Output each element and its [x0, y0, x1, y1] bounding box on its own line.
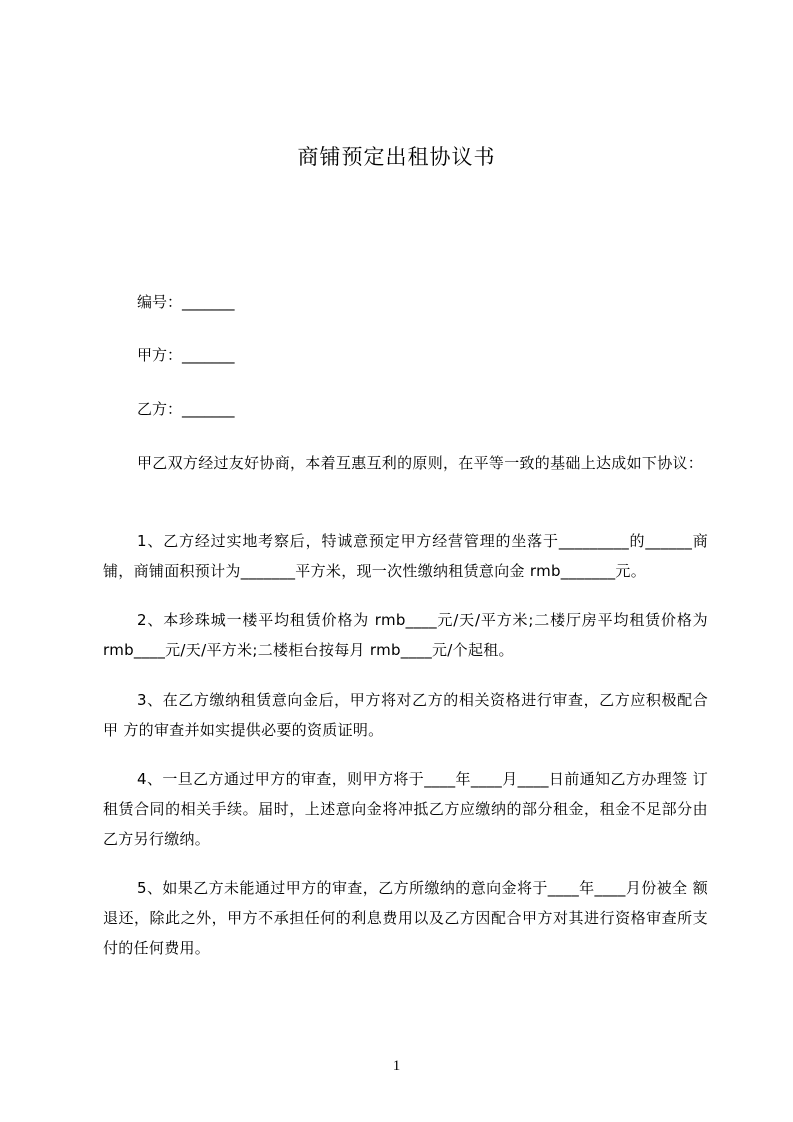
party-a-field: 甲方：_______: [137, 346, 235, 364]
page-number: 1: [392, 1058, 401, 1074]
clause-2-paragraph: 2、本珍珠城一楼平均租赁价格为 rmb____元/天/平方米;二楼厅房平均租赁价格为 rmb____元/天/平方米;二楼柜台按每月 rmb____元/个起租。: [103, 611, 708, 659]
clause-1-paragraph: 1、乙方经过实地考察后，特诚意预定甲方经营管理的坐落于_________的______商铺，商铺面积预计为_______平方米，现一次性缴纳租赁意向金 rmb_______元。: [103, 532, 708, 580]
document-title: 商铺预定出租协议书: [297, 145, 496, 169]
clause-3-paragraph: 3、在乙方缴纳租赁意向金后，甲方将对乙方的相关资格进行审查，乙方应积极配合甲 方的审查并如实提供必要的资质证明。: [103, 691, 708, 739]
clause-5-paragraph: 5、如果乙方未能通过甲方的审查，乙方所缴纳的意向金将于____年____月份被全 额退还，除此之外，甲方不承担任何的利息费用以及乙方因配合甲方对其进行资格审查所支付的任何费用。: [103, 879, 708, 957]
party-b-field: 乙方：_______: [137, 400, 235, 418]
intro-paragraph: 甲乙双方经过友好协商，本着互惠互利的原则，在平等一致的基础上达成如下协议：: [137, 454, 704, 472]
clause-4-paragraph: 4、一旦乙方通过甲方的审查，则甲方将于____年____月____日前通知乙方办理签 订租赁合同的相关手续。届时，上述意向金将冲抵乙方应缴纳的部分租金，租金不足部分由乙方另行缴纳。: [103, 770, 708, 848]
contract-number-field: 编号：_______: [137, 293, 235, 311]
